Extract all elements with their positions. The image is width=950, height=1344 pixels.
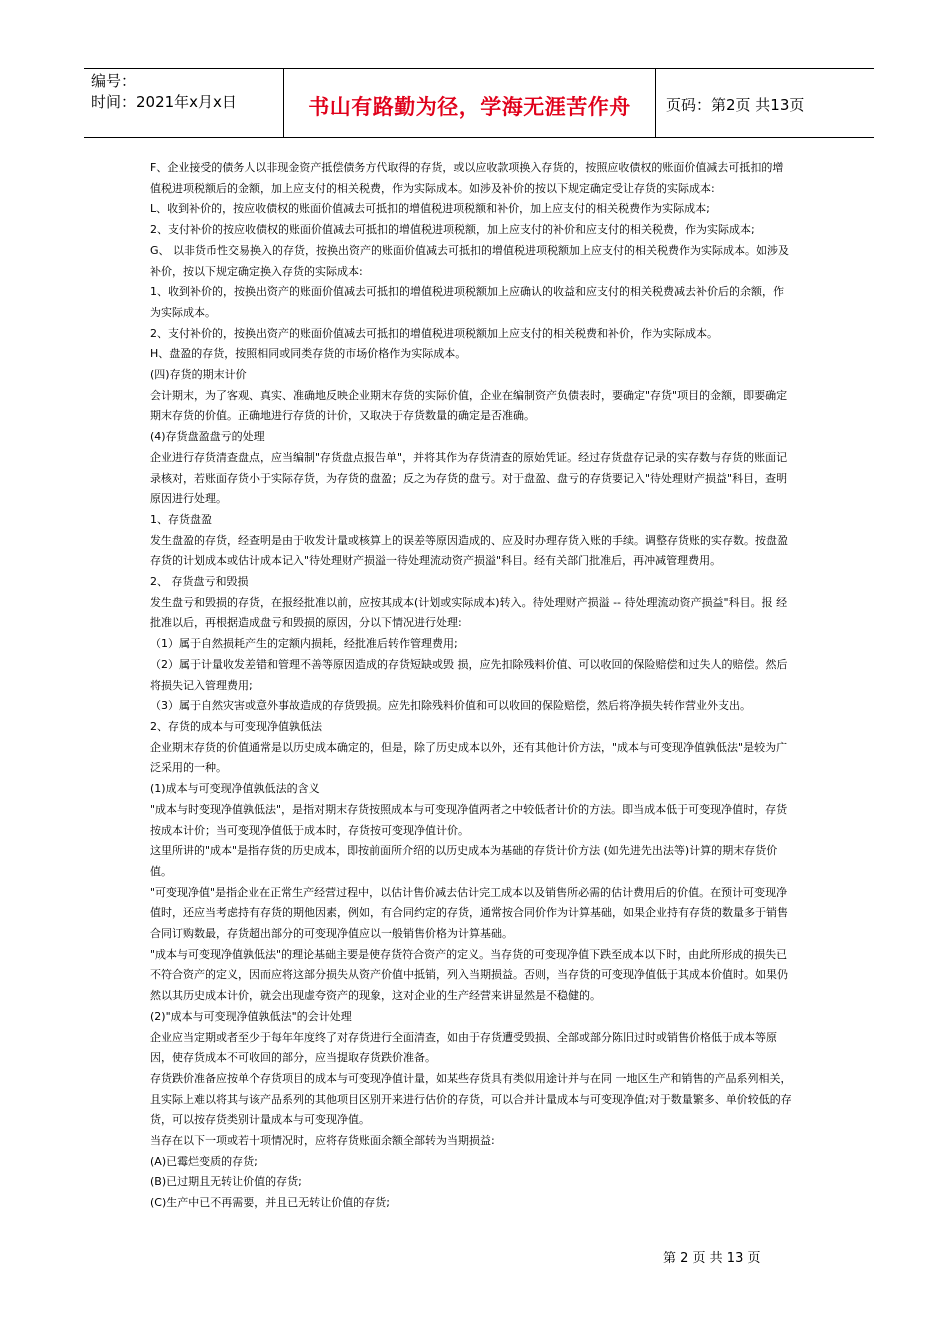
body-line: 企业应当定期或者至少于每年年度终了对存货进行全面清查，如由于存货遭受毁损、全部或部分陈旧过时或销售价格低于成本等原 — [150, 1030, 777, 1044]
page-footer: 第 2 页 共 13 页 — [663, 1251, 761, 1266]
body-line: 1、存货盘盈 — [150, 512, 212, 526]
page-header — [84, 68, 874, 138]
body-line: 不符合资产的定义，因而应将这部分损失从资产价值中抵销，列入当期损益。否则，当存货的可变现净值低于其成本价值时。如果仍 — [150, 968, 788, 982]
body-line: 录核对，若账面存货小于实际存货，为存货的盘盈；反之为存货的盘亏。对于盘盈、盘亏的存货要记入"待处理财产损益"科目，查明 — [150, 471, 788, 485]
body-line: 按成本计价；当可变现净值低于成本时，存货按可变现净值计价。 — [150, 823, 469, 837]
body-line: (2)"成本与可变现净值孰低法"的会计处理 — [150, 1009, 352, 1023]
body-line: 批准以后，再根据造成盘亏和毁损的原因，分以下情况进行处理: — [150, 616, 462, 630]
body-line: L、收到补价的，按应收债权的账面价值减去可抵扣的增值税进项税额和补价，加上应支付的相关税费作为实际成本; — [150, 202, 710, 216]
body-line: 这里所讲的"成本"是指存货的历史成本，即按前面所介绍的以历史成本为基础的存货计价方法 (如先进先出法等)计算的期末存货价 — [150, 844, 778, 858]
body-line: 货，可以按存货类别计量成本与可变现净值。 — [150, 1113, 370, 1127]
body-line: 企业期末存货的价值通常是以历史成本确定的，但是，除了历史成本以外，还有其他计价方法，"成本与可变现净值孰低法"是较为广 — [150, 740, 788, 754]
body-line: (B)已过期且无转让价值的存货; — [150, 1175, 302, 1189]
body-line: 期末存货的价值。正确地进行存货的计价，又取决于存货数量的确定是否准确。 — [150, 409, 535, 423]
body-line: 发生盘盈的存货，经查明是由于收发计量或核算上的误差等原因造成的、应及时办理存货入账的手续。调整存货账的实存数。按盘盈 — [150, 533, 788, 547]
header-motto: 书山有路勤为径，学海无涯苦作舟 — [284, 69, 656, 137]
body-line: 发生盘亏和毁损的存货，在报经批准以前，应按其成本(计划或实际成本)转入。待处理财产损溢 -- 待处理流动资产损益"科目。报 经 — [150, 595, 788, 609]
body-line: G、 以非货币性交易换入的存货，按换出资产的账面价值减去可抵扣的增值税进项税额加上应支付的相关税费作为实际成本。如涉及 — [150, 243, 790, 257]
header-meta — [84, 69, 284, 137]
body-line: H、盘盈的存货，按照相同或同类存货的市场价格作为实际成本。 — [150, 347, 467, 361]
body-line: 会计期末，为了客观、真实、准确地反映企业期末存货的实际价值，企业在编制资产负债表时，要确定"存货"项目的金额，即要确定 — [150, 388, 788, 402]
document-body — [150, 158, 805, 1214]
body-line: (四)存货的期末计价 — [150, 368, 247, 382]
body-line: 原因进行处理。 — [150, 492, 227, 506]
body-line: 2、支付补价的按应收债权的账面价值减去可抵扣的增值税进项税额，加上应支付的补价和应支付的相关税费，作为实际成本; — [150, 223, 755, 237]
body-line: 因，使存货成本不可收回的部分，应当提取存货跌价准备。 — [150, 1051, 436, 1065]
body-line: "可变现净值"是指企业在正常生产经营过程中，以估计售价减去估计完工成本以及销售所必需的估计费用后的价值。在预计可变现净 — [150, 885, 788, 899]
body-line: 值时，还应当考虑持有存货的期他因素，例如，有合同约定的存货，通常按合同价作为计算基础，如果企业持有存货的数量多于销售 — [150, 906, 788, 920]
body-line: "成本与可变现净值孰低法"的理论基础主要是使存货符合资产的定义。当存货的可变现净值下跌至成本以下时，由此所形成的损失已 — [150, 947, 788, 961]
body-line: 然以其历史成本计价，就会出现虚夸资产的现象，这对企业的生产经营来讲显然是不稳健的。 — [150, 989, 601, 1003]
body-line: (A)已霉烂变质的存货; — [150, 1154, 258, 1168]
body-line: 1、收到补价的，按换出资产的账面价值减去可抵扣的增值税进项税额加上应确认的收益和应支付的相关税费减去补价后的余额，作 — [150, 285, 784, 299]
body-line: 当存在以下一项或若十项情况时，应将存货账面余额全部转为当期损益: — [150, 1134, 495, 1148]
body-line: 将损失记入管理费用; — [150, 678, 253, 692]
body-line: 合同订购数最，存货超出部分的可变现净值应以一般销售价格为计算基础。 — [150, 927, 513, 941]
body-line: （1）属于自然损耗产生的定额内损耗，经批准后转作管理费用; — [150, 637, 458, 651]
header-page-info: 页码：第2页 共13页 — [666, 95, 805, 114]
body-line: 2、 存货盘亏和毁损 — [150, 575, 249, 589]
body-line: 存货跌价准备应按单个存货项目的成本与可变现净值计量，如某些存货具有类似用途计并与在同 一地区生产和销售的产品系列相关， — [150, 1071, 792, 1085]
body-line: (1)成本与可变现净值孰低法的含义 — [150, 782, 320, 796]
body-line: 存货的计划成本或估计成本记入"待处理财产损溢一待处理流动资产损溢"科目。经有关部门批准后，再冲减管理费用。 — [150, 554, 722, 568]
body-line: 补价，按以下规定确定换入存货的实际成本: — [150, 264, 363, 278]
document-time: 时间：2021年x月x日 — [91, 93, 237, 111]
body-line: (C)生产中已不再需要，并且已无转让价值的存货; — [150, 1196, 390, 1210]
body-line: 值税进项税额后的金额，加上应支付的相关税费，作为实际成本。如涉及补价的按以下规定确定受让存货的实际成本: — [150, 181, 715, 195]
body-line: （3）属于自然灾害或意外事故造成的存货毁损。应先扣除残料价值和可以收回的保险赔偿，然后将净损失转作营业外支出。 — [150, 699, 751, 713]
body-line: 2、存货的成本与可变现净值孰低法 — [150, 719, 322, 733]
body-line: 值。 — [150, 864, 172, 878]
body-line: "成本与时变现净值孰低法"，是指对期末存货按照成本与可变现净值两者之中较低者计价的方法。即当成本低于可变现净值时，存货 — [150, 802, 788, 816]
body-line: 且实际上难以将其与该产品系列的其他项目区别开来进行估价的存货，可以合并计量成本与可变现净值;对于数量繁多、单价较低的存 — [150, 1092, 792, 1106]
body-line: 2、支付补价的，按换出资产的账面价值减去可抵扣的增值税进项税额加上应支付的相关税费和补价，作为实际成本。 — [150, 326, 718, 340]
body-line: (4)存货盘盈盘亏的处理 — [150, 430, 265, 444]
body-line: 企业进行存货清查盘点，应当编制"存货盘点报告单"，并将其作为存货清查的原始凭证。经过存货盘存记录的实存数与存货的账面记 — [150, 450, 788, 464]
body-line: 泛采用的一种。 — [150, 761, 227, 775]
document-number: 编号： — [91, 72, 137, 90]
body-line: （2）属于计量收发差错和管理不善等原因造成的存货短缺或毁 损，应先扣除残料价值、可以收回的保险赔偿和过失人的赔偿。然后 — [150, 657, 788, 671]
body-line: 为实际成本。 — [150, 305, 216, 319]
body-line: F、企业接受的债务人以非现金资产抵偿债务方代取得的存货，或以应收款项换入存货的，按照应收债权的账面价值减去可抵扣的增 — [150, 161, 784, 174]
